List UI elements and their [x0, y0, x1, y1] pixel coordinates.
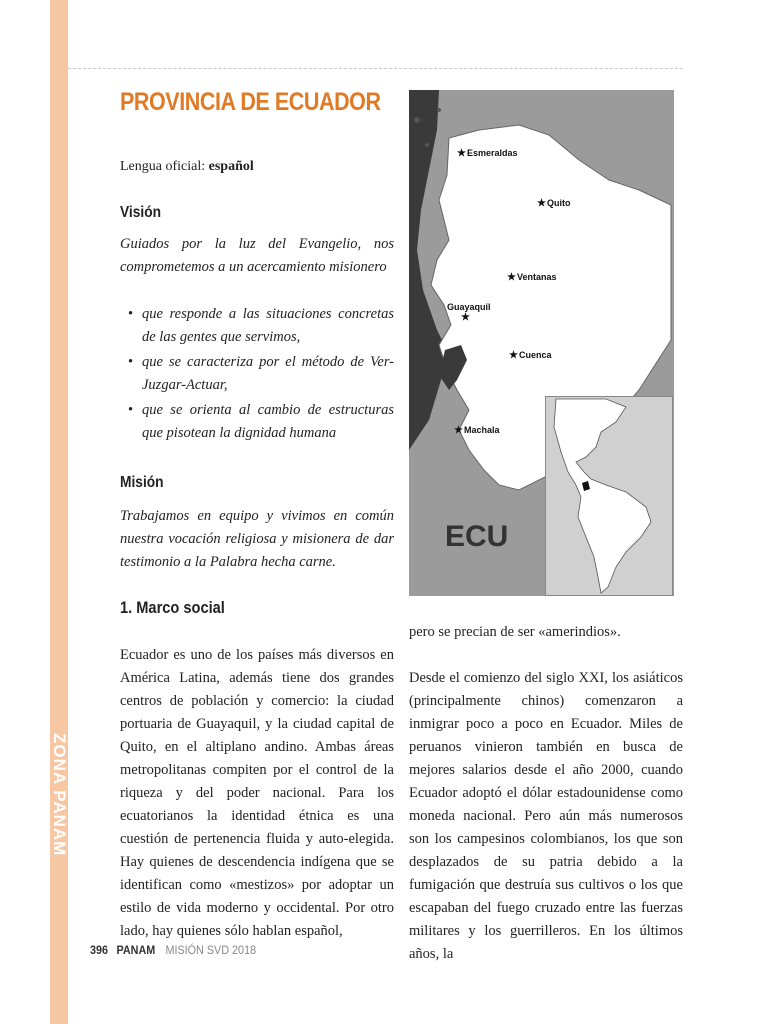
- star-icon: ★: [457, 148, 466, 159]
- city-cuenca: ★Cuenca: [509, 350, 552, 361]
- vision-intro: Guiados por la luz del Evangelio, nos comprometemos a un acercamiento misionero: [120, 236, 394, 275]
- zone-label: ZONA PANAM: [50, 733, 69, 857]
- americas-inset-map: [545, 396, 673, 596]
- marco-social-left-paragraph: Ecuador es uno de los países más diversos en América Latina, además tiene dos grandes centros de población y comercio: la ciudad portuaria de Guayaquil, y la ciudad capital de Quito, en el altiplano andino. Ambas áreas metropolitanas compiten por el control de la riqueza y del poder nacional. Para los ecuatorianos la identidad étnica es una cuestión de pertenencia fluida y auto-elegida. Hay quienes de descendencia indígena que se identifican como «mestizos» por adoptar un estilo de vida moderno y occidental. Por otro lado, hay quienes sólo hablan español,: [120, 647, 394, 939]
- footer-brand: PANAM: [116, 943, 156, 957]
- star-icon: ★: [509, 350, 518, 361]
- star-icon: ★: [454, 425, 463, 436]
- vision-heading: Visión: [120, 204, 162, 221]
- star-icon: ★: [507, 272, 516, 283]
- city-guayaquil: Guayaquil ★: [447, 302, 491, 323]
- page-title: PROVINCIA DE ECUADOR: [120, 88, 381, 116]
- city-ventanas: ★Ventanas: [507, 272, 557, 283]
- page-footer: [90, 943, 256, 957]
- star-icon: ★: [461, 312, 470, 323]
- vision-bullet: • que se caracteriza por el método de Ver-Juzgar-Actuar,: [120, 351, 394, 397]
- marco-social-continuation: pero se precian de ser «amerindios».: [409, 624, 621, 640]
- official-language: [120, 159, 254, 175]
- star-icon: ★: [537, 198, 546, 209]
- vision-bullet: • que se orienta al cambio de estructuras que pisotean la dignidad humana: [120, 399, 394, 445]
- vision-list: [120, 303, 394, 447]
- americas-shape: [546, 397, 672, 595]
- marco-social-heading: 1. Marco social: [120, 598, 225, 617]
- country-code: ECU: [445, 520, 509, 553]
- city-esmeraldas: ★Esmeraldas: [457, 148, 518, 159]
- ecuador-map: [409, 90, 674, 596]
- mision-text: Trabajamos en equipo y vivimos en común nuestra vocación religiosa y misionera de dar testimonio a la Palabra hecha carne.: [120, 508, 394, 570]
- mision-heading: Misión: [120, 474, 164, 491]
- page-number: 396: [90, 943, 109, 957]
- city-quito: ★Quito: [537, 198, 571, 209]
- language-label: Lengua oficial:: [120, 159, 209, 174]
- city-machala: ★Machala: [454, 425, 500, 436]
- header-divider: [68, 68, 683, 69]
- footer-edition: MISIÓN SVD 2018: [165, 943, 257, 957]
- language-value: español: [208, 159, 254, 174]
- marco-social-right-paragraph: Desde el comienzo del siglo XXI, los asiáticos (principalmente chinos) comenzaron a inmigrar poco a poco en Ecuador. Miles de peruanos vinieron también en busca de mejores salarios desde el año 2000, cuando Ecuador adoptó el dólar estadounidense como moneda nacional. Pero aún más numerosos son los campesinos colombianos, los que son desplazados de su patria debido a la fumigación que destruía sus cultivos o los que escapaban del fuego cruzado entre las fuerzas militares y los guerrilleros. En los últimos años, la: [409, 670, 683, 962]
- vision-bullet: • que responde a las situaciones concretas de las gentes que servimos,: [120, 303, 394, 349]
